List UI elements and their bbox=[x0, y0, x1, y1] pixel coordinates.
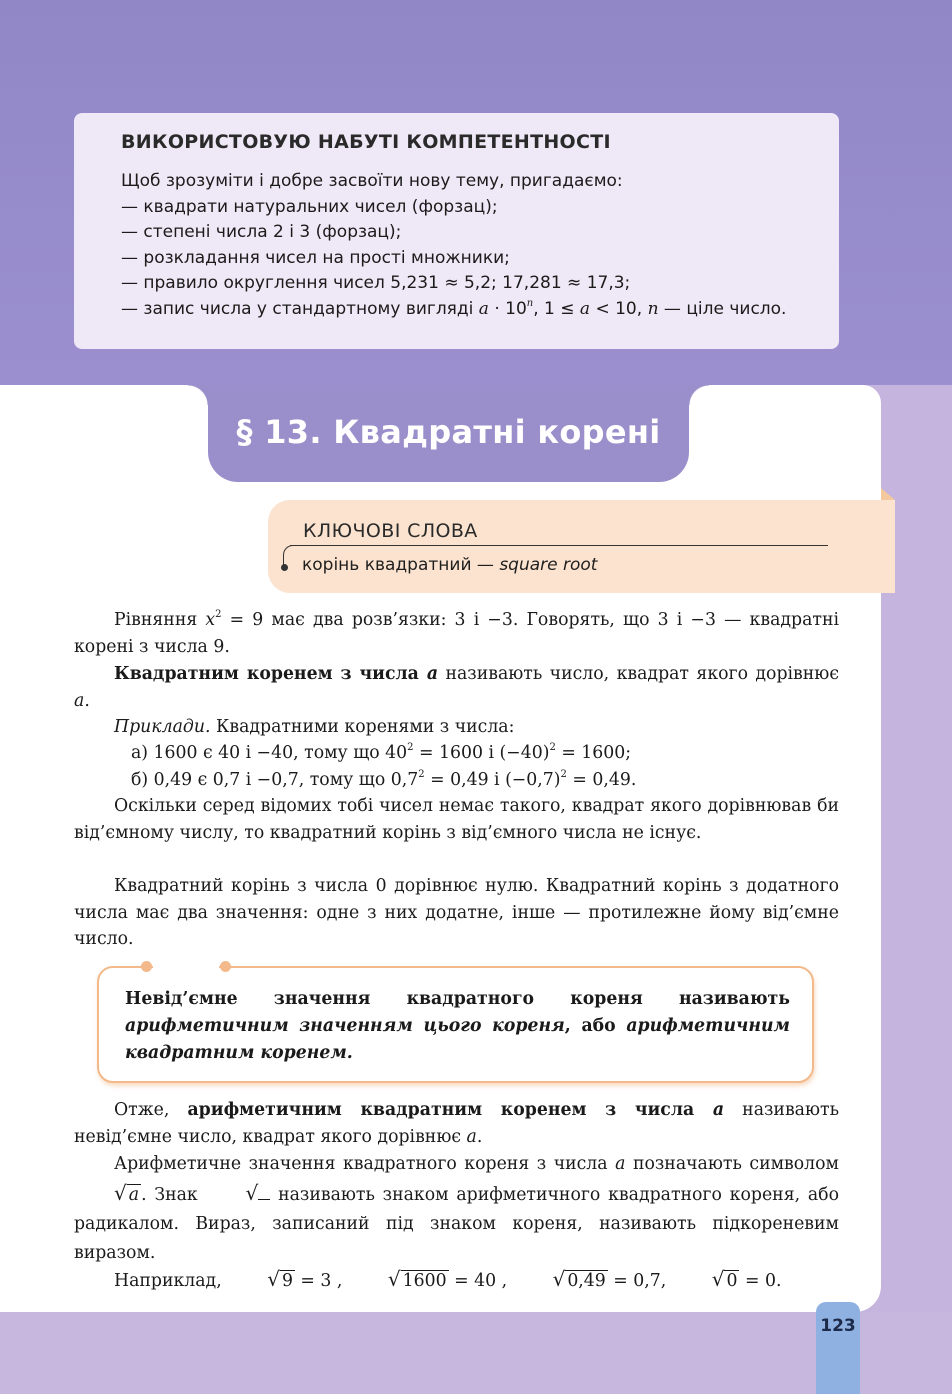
frame-gap bbox=[153, 965, 219, 969]
text: = 9 має два розв’язки: 3 і −3. Говорять, що 3 і −3 — квадратні корені з числа 9. bbox=[74, 610, 839, 657]
text: б) 0,49 є 0,7 і −0,7, тому що 0,7 bbox=[131, 770, 419, 790]
competence-box bbox=[74, 113, 839, 349]
example-b bbox=[74, 767, 896, 794]
text: Наприклад, bbox=[114, 1271, 228, 1291]
text: Квадратними коренями з числа: bbox=[210, 717, 515, 737]
sqrt-expression bbox=[672, 1266, 740, 1295]
paragraph-definition-root bbox=[74, 661, 839, 714]
math-var: a bbox=[426, 664, 439, 684]
text: . Знак bbox=[141, 1185, 206, 1205]
radical-icon: √ bbox=[267, 1267, 280, 1291]
competence-heading: ВИКОРИСТОВУЮ НАБУТІ КОМПЕТЕНТНОСТІ bbox=[121, 131, 611, 153]
text: . bbox=[84, 690, 90, 711]
list-item: — розкладання чисел на прості множники; bbox=[121, 247, 510, 268]
radical-bar bbox=[258, 1199, 270, 1200]
exponent: n bbox=[526, 297, 534, 309]
text: називають число, квадрат якого дорівнює bbox=[438, 664, 840, 684]
paragraph-examples bbox=[74, 714, 839, 741]
radicand: 9 bbox=[281, 1271, 293, 1291]
definition-text bbox=[125, 986, 790, 1067]
radicand: 0,49 bbox=[567, 1271, 606, 1291]
radicand: a bbox=[128, 1185, 140, 1205]
radical-icon: √ bbox=[114, 1181, 127, 1205]
text: — запис числа у стандартному вигляді bbox=[121, 298, 479, 319]
text: = 0,7, bbox=[607, 1271, 672, 1291]
bold-text: , або bbox=[564, 1016, 627, 1036]
math-var: a bbox=[712, 1100, 725, 1120]
sqrt-expression bbox=[348, 1266, 449, 1295]
text: називають невід’ємне число, квадрат якого дорівнює bbox=[74, 1100, 839, 1147]
text: < 10, bbox=[590, 298, 648, 319]
text: . bbox=[476, 1126, 483, 1147]
section-title-tab bbox=[208, 385, 689, 482]
competence-list bbox=[121, 195, 809, 323]
list-item: — степені числа 2 і 3 (форзац); bbox=[121, 222, 402, 242]
bullet-dot-icon bbox=[281, 564, 288, 571]
example-a bbox=[74, 740, 896, 767]
paragraph-examples-sqrt bbox=[74, 1266, 839, 1295]
text: = 40 , bbox=[448, 1271, 513, 1291]
bold-term: арифметичним квадратним коренем з числа bbox=[187, 1100, 713, 1120]
text: = 0,49 і (−0,7) bbox=[424, 770, 561, 790]
page-number: 123 bbox=[816, 1302, 860, 1394]
radical-icon: √ bbox=[552, 1267, 566, 1291]
keyword-item bbox=[302, 555, 597, 575]
text: Рівняння bbox=[114, 610, 206, 630]
radical-sign bbox=[206, 1179, 271, 1210]
text: = 0,49. bbox=[566, 770, 637, 790]
bold-text: Невід’ємне значення квадратного кореня називають bbox=[125, 989, 790, 1009]
definition-box bbox=[97, 966, 814, 1083]
text: називають знаком арифметичного квадратного кореня, або радикалом. Вираз, записаний під знаком кореня, називають підкореневим виразом. bbox=[74, 1185, 839, 1263]
paragraph-negative: Оскільки серед відомих тобі чисел немає такого, квадрат якого дорівнював би від’ємному числу, то квадратний корінь з від’ємного числа не існує. bbox=[74, 796, 839, 843]
exponent: 2 bbox=[215, 609, 222, 620]
math-var: n bbox=[647, 298, 659, 319]
exponent: 2 bbox=[407, 742, 414, 753]
radical-icon: √ bbox=[711, 1267, 725, 1291]
text: = 1600; bbox=[555, 743, 632, 763]
math-var: a bbox=[74, 690, 85, 711]
text: позначають символом bbox=[625, 1154, 839, 1174]
math-var: a bbox=[466, 1126, 477, 1147]
math-var: a bbox=[615, 1154, 626, 1174]
bold-italic-term: арифметичним значенням цього кореня bbox=[125, 1016, 565, 1036]
sqrt-expression bbox=[227, 1266, 295, 1295]
text: = 0. bbox=[739, 1271, 782, 1291]
bold-term: Квадратним коренем з числа bbox=[114, 664, 427, 684]
text: = 1600 і (−40) bbox=[413, 743, 550, 763]
paragraph-radical bbox=[74, 1150, 839, 1268]
exponent: 2 bbox=[549, 742, 556, 753]
radicand: 0 bbox=[726, 1271, 738, 1291]
keywords-divider bbox=[290, 545, 828, 546]
radical-icon: √ bbox=[245, 1181, 259, 1205]
text: а) 1600 є 40 і −40, тому що 40 bbox=[131, 743, 408, 763]
keywords-hook bbox=[283, 545, 294, 566]
keyword-ua: корінь квадратний — bbox=[302, 555, 500, 575]
math-var: a bbox=[579, 298, 591, 319]
examples-label: Приклади. bbox=[114, 717, 211, 737]
paragraph-arithmetic-root bbox=[74, 1097, 839, 1150]
section-title: § 13. Квадратні корені bbox=[236, 413, 661, 451]
math-var: a bbox=[478, 298, 489, 319]
sqrt-expression bbox=[513, 1266, 608, 1295]
keywords-box bbox=[268, 500, 895, 593]
list-item bbox=[121, 297, 809, 323]
keywords-heading: КЛЮЧОВІ СЛОВА bbox=[303, 520, 478, 542]
keyword-en: square root bbox=[499, 555, 598, 575]
sqrt-a-symbol bbox=[74, 1179, 141, 1210]
text: Арифметичне значення квадратного кореня з числа bbox=[114, 1154, 616, 1174]
exponent: 2 bbox=[418, 769, 425, 780]
frame-dot-icon bbox=[220, 961, 231, 972]
list-item: — квадрати натуральних чисел (форзац); bbox=[121, 196, 498, 217]
competence-intro: Щоб зрозуміти і добре засвоїти нову тему, пригадаємо: bbox=[121, 171, 623, 191]
text: = 3 , bbox=[294, 1271, 348, 1291]
text: , 1 ≤ bbox=[533, 298, 580, 319]
text: · 10 bbox=[488, 298, 527, 319]
math-var: x bbox=[205, 610, 216, 630]
paragraph-equation bbox=[74, 607, 839, 660]
text: — ціле число. bbox=[658, 298, 787, 319]
exponent: 2 bbox=[560, 769, 567, 780]
frame-dot-icon bbox=[141, 961, 152, 972]
list-item: — правило округлення чисел 5,231 ≈ 5,2; 17,281 ≈ 17,3; bbox=[121, 273, 631, 293]
bold-italic-term: арифметичним квадратним коренем. bbox=[125, 1016, 790, 1063]
radicand: 1600 bbox=[402, 1271, 447, 1291]
radical-icon: √ bbox=[387, 1267, 401, 1291]
footer-band bbox=[0, 1312, 952, 1394]
paragraph-zero: Квадратний корінь з числа 0 дорівнює нулю. Квадратний корінь з додатного числа має два значення: одне з них додатне, інше — протилежне йому від’ємне число. bbox=[74, 876, 839, 949]
text: Отже, bbox=[114, 1100, 188, 1120]
